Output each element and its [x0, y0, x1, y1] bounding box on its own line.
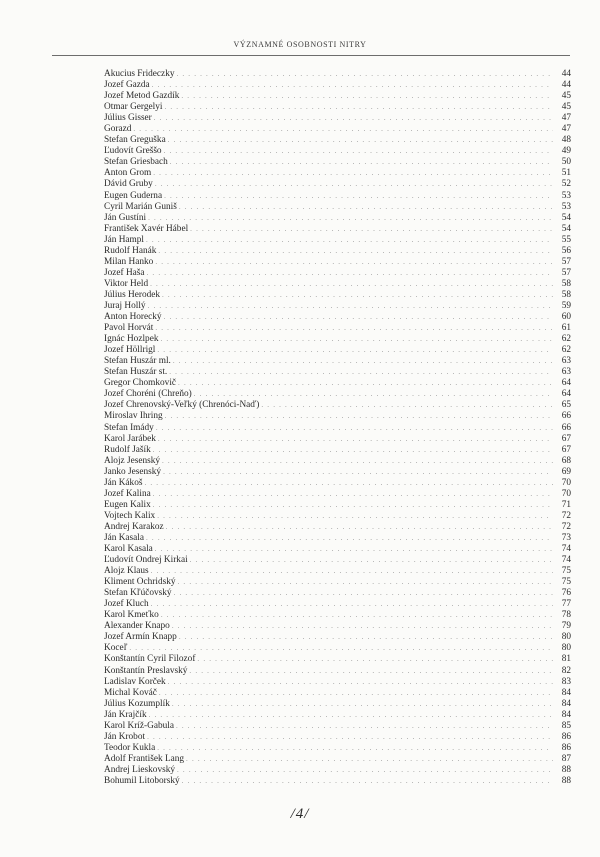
dot-leader [177, 69, 554, 80]
toc-entry-page: 56 [561, 245, 571, 256]
dot-leader [172, 699, 553, 710]
toc-entry-page: 80 [561, 632, 571, 643]
toc-entry-name: Štefan Huszár ml. [104, 356, 171, 367]
toc-entry-page: 62 [561, 334, 571, 345]
toc-entry-page: 59 [561, 300, 571, 311]
toc-entry-page: 63 [561, 367, 571, 378]
toc-entry [104, 290, 571, 301]
toc-entry-page: 61 [561, 323, 571, 334]
dot-leader [160, 334, 553, 345]
dot-leader [179, 202, 553, 213]
dot-leader [154, 113, 553, 124]
dot-leader [197, 654, 553, 665]
toc-entry-page: 75 [561, 566, 571, 577]
toc-entry-name: Ján Gustíni [104, 212, 147, 223]
toc-entry-name: Alojz Klaus [104, 566, 149, 577]
toc-entry [104, 776, 571, 787]
toc-entry [104, 566, 571, 577]
toc-entry [104, 345, 571, 356]
toc-entry-page: 67 [561, 433, 571, 444]
toc-entry [104, 754, 571, 765]
toc-entry [104, 400, 571, 411]
toc-entry-name: Karol Jarábek [104, 433, 156, 444]
dot-leader [161, 610, 553, 621]
toc-entry-page: 66 [561, 422, 571, 433]
toc-entry-name: Cyril Marián Guniš [104, 201, 177, 212]
toc-entry-page: 74 [561, 555, 571, 566]
toc-entry-name: Pavol Horvát [104, 323, 154, 334]
toc-entry-name: Štefan Imády [104, 422, 154, 433]
toc-entry-name: Teodor Kukla [104, 742, 156, 753]
toc-entry [104, 224, 571, 235]
toc-entry [104, 389, 571, 400]
toc-entry-name: Jozef Chrenovský-Veľký (Chrenóci-Naď) [104, 400, 260, 411]
toc-entry [104, 135, 571, 146]
toc-entry-page: 57 [561, 267, 571, 278]
toc-entry [104, 312, 571, 323]
toc-entry-name: Gregor Chomkovič [104, 378, 177, 389]
toc-entry-page: 70 [561, 477, 571, 488]
toc-entry-page: 70 [561, 488, 571, 499]
toc-entry-page: 67 [561, 444, 571, 455]
toc-entry-name: Koceľ [104, 643, 128, 654]
dot-leader [181, 91, 553, 102]
toc-entry-page: 88 [561, 764, 571, 775]
toc-entry [104, 411, 571, 422]
toc-entry-name: Viktor Held [104, 278, 149, 289]
page-number: /4/ [290, 806, 310, 822]
toc-entry [104, 102, 571, 113]
toc-entry [104, 423, 571, 434]
dot-leader [152, 80, 553, 91]
toc-entry-name: Július Kozumplík [104, 698, 170, 709]
dot-leader [151, 599, 553, 610]
toc-entry-name: Janko Jesenský [104, 466, 162, 477]
toc-entry [104, 157, 571, 168]
dot-leader [150, 279, 553, 290]
dot-leader [144, 478, 553, 489]
toc-entry-page: 47 [561, 113, 571, 124]
toc-entry [104, 467, 571, 478]
toc-entry-page: 74 [561, 544, 571, 555]
toc-entry [104, 621, 571, 632]
toc-entry-page: 53 [561, 201, 571, 212]
toc-entry [104, 445, 571, 456]
toc-entry-name: Konštantín Preslavský [104, 665, 188, 676]
toc-entry-page: 45 [561, 102, 571, 113]
toc-entry-name: Štefan Huszár st. [104, 367, 168, 378]
toc-entry-name: Bohumil Litoborský [104, 776, 180, 786]
toc-entry-page: 58 [561, 289, 571, 300]
toc-entry-name: Vojtech Kalix [104, 510, 156, 521]
dot-leader [178, 577, 553, 588]
toc-entry-page: 86 [561, 731, 571, 742]
dot-leader [157, 511, 553, 522]
toc-entry-name: Karol Kasala [104, 544, 153, 555]
toc-entry [104, 522, 571, 533]
dot-leader [164, 102, 553, 113]
toc-entry-page: 49 [561, 146, 571, 157]
toc-entry [104, 323, 571, 334]
toc-entry-name: Alojz Jesenský [104, 455, 161, 466]
toc-entry-page: 54 [561, 223, 571, 234]
toc-entry-page: 81 [561, 654, 571, 665]
toc-entry-page: 51 [561, 168, 571, 179]
dot-leader [261, 400, 553, 411]
table-of-contents [104, 69, 571, 787]
toc-entry-page: 84 [561, 687, 571, 698]
toc-entry-name: Eugen Kalix [104, 499, 151, 510]
toc-entry-page: 52 [561, 179, 571, 190]
toc-entry [104, 301, 571, 312]
toc-entry-page: 68 [561, 455, 571, 466]
toc-entry [104, 588, 571, 599]
toc-entry [104, 544, 571, 555]
dot-leader [159, 688, 553, 699]
toc-entry [104, 478, 571, 489]
dot-leader [168, 677, 553, 688]
toc-entry-name: Adolf František Lang [104, 753, 185, 764]
dot-leader [147, 268, 553, 279]
toc-entry-name: Jozef Haša [104, 267, 145, 278]
toc-entry-page: 44 [561, 80, 571, 91]
toc-entry [104, 257, 571, 268]
toc-entry-name: Ján Krobot [104, 731, 146, 742]
toc-entry-name: Otmar Gergelyi [104, 102, 163, 113]
toc-entry-page: 48 [561, 135, 571, 146]
dot-leader [156, 423, 553, 434]
toc-entry [104, 511, 571, 522]
toc-entry [104, 500, 571, 511]
toc-entry [104, 235, 571, 246]
dot-leader [153, 445, 553, 456]
dot-leader [176, 721, 553, 732]
toc-entry [104, 191, 571, 202]
toc-entry-name: Rudolf Hanák [104, 245, 157, 256]
toc-entry [104, 168, 571, 179]
toc-entry [104, 113, 571, 124]
toc-entry-page: 84 [561, 698, 571, 709]
dot-leader [179, 632, 553, 643]
toc-entry [104, 533, 571, 544]
dot-leader [158, 434, 553, 445]
dot-leader [146, 235, 553, 246]
dot-leader [148, 213, 553, 224]
dot-leader [168, 135, 553, 146]
dot-leader [189, 666, 553, 677]
dot-leader [153, 489, 553, 500]
running-header: VÝZNAMNÉ OSOBNOSTI NITRY [233, 40, 367, 49]
toc-entry [104, 367, 571, 378]
dot-leader [173, 356, 553, 367]
dot-leader [163, 467, 553, 478]
toc-entry [104, 456, 571, 467]
toc-entry-page: 71 [561, 499, 571, 510]
toc-entry [104, 213, 571, 224]
toc-entry [104, 334, 571, 345]
dot-leader [164, 146, 553, 157]
toc-entry-name: Ján Krajčík [104, 709, 147, 720]
dot-leader [157, 743, 553, 754]
dot-leader [186, 754, 553, 765]
toc-entry [104, 268, 571, 279]
toc-entry-name: Konštantín Cyril Filozof [104, 654, 196, 665]
dot-leader [164, 191, 553, 202]
toc-entry-name: Jozef Armín Knapp [104, 632, 177, 643]
toc-entry-name: Jozef Gazda [104, 80, 150, 91]
dot-leader [194, 389, 553, 400]
toc-entry-page: 58 [561, 278, 571, 289]
dot-leader [162, 456, 553, 467]
dot-leader [190, 555, 553, 566]
toc-entry-page: 55 [561, 234, 571, 245]
toc-entry-page: 69 [561, 466, 571, 477]
dot-leader [153, 168, 553, 179]
toc-entry [104, 279, 571, 290]
toc-entry [104, 146, 571, 157]
toc-entry-page: 44 [561, 69, 571, 79]
toc-entry-page: 85 [561, 720, 571, 731]
toc-entry-name: Jozef Metod Gazdík [104, 91, 180, 102]
toc-entry-name: Štefan Greguška [104, 135, 166, 146]
toc-entry-name: Anton Horecký [104, 312, 162, 323]
toc-entry-name: Július Herodek [104, 289, 161, 300]
toc-entry-name: Ignác Hozlpek [104, 334, 159, 345]
toc-entry-page: 86 [561, 742, 571, 753]
toc-entry-name: Gorazd [104, 124, 132, 135]
toc-entry-page: 87 [561, 753, 571, 764]
dot-leader [172, 621, 553, 632]
dot-leader [129, 643, 553, 654]
toc-entry-name: Jozef Kalina [104, 488, 151, 499]
toc-entry-page: 75 [561, 577, 571, 588]
dot-leader [157, 345, 553, 356]
toc-entry-page: 64 [561, 378, 571, 389]
toc-entry [104, 743, 571, 754]
toc-entry-page: 88 [561, 776, 571, 786]
toc-entry-page: 66 [561, 411, 571, 422]
toc-entry-name: Štefan Kľúčovský [104, 588, 172, 599]
toc-entry-page: 79 [561, 621, 571, 632]
toc-entry-page: 60 [561, 312, 571, 323]
toc-entry [104, 577, 571, 588]
toc-entry [104, 654, 571, 665]
toc-entry-page: 77 [561, 599, 571, 610]
toc-entry-name: František Xavér Hábel [104, 223, 189, 234]
toc-entry-page: 72 [561, 521, 571, 532]
toc-entry-page: 84 [561, 709, 571, 720]
toc-entry-name: Ladislav Korček [104, 676, 166, 687]
toc-entry [104, 378, 571, 389]
toc-entry [104, 434, 571, 445]
toc-entry-page: 83 [561, 676, 571, 687]
toc-entry-name: Alexander Knapo [104, 621, 170, 632]
dot-leader [174, 588, 553, 599]
toc-entry-name: Michal Kováč [104, 687, 157, 698]
toc-entry-page: 76 [561, 588, 571, 599]
toc-entry-page: 45 [561, 91, 571, 102]
toc-entry [104, 489, 571, 500]
toc-entry [104, 179, 571, 190]
toc-entry [104, 356, 571, 367]
toc-entry-page: 50 [561, 157, 571, 168]
dot-leader [155, 323, 553, 334]
dot-leader [155, 544, 553, 555]
dot-leader [151, 566, 553, 577]
toc-entry-name: Andrej Karakoz [104, 521, 164, 532]
toc-entry-page: 65 [561, 400, 571, 411]
toc-entry [104, 710, 571, 721]
toc-entry-page: 47 [561, 124, 571, 135]
toc-entry [104, 91, 571, 102]
toc-entry-name: Štefan Griesbach [104, 157, 168, 168]
toc-entry [104, 555, 571, 566]
toc-entry-page: 72 [561, 510, 571, 521]
toc-entry-name: Ján Kasala [104, 532, 145, 543]
header-rule [52, 55, 570, 56]
toc-entry-page: 63 [561, 356, 571, 367]
toc-entry-name: Ľudovít Greššo [104, 146, 162, 157]
toc-entry-name: Rudolf Jašík [104, 444, 151, 455]
toc-entry-name: Ľudovít Ondrej Kirkai [104, 555, 188, 566]
toc-entry [104, 765, 571, 776]
toc-entry [104, 677, 571, 688]
dot-leader [164, 312, 553, 323]
toc-entry [104, 246, 571, 257]
dot-leader [133, 124, 553, 135]
toc-entry-name: Ján Kákoš [104, 477, 143, 488]
toc-entry [104, 80, 571, 91]
toc-entry [104, 632, 571, 643]
dot-leader [158, 246, 553, 257]
toc-entry-page: 73 [561, 532, 571, 543]
toc-entry-name: Ján Hampl [104, 234, 145, 245]
toc-entry [104, 69, 571, 80]
toc-entry-name: Július Gisser [104, 113, 152, 124]
toc-entry-name: Akucius Frideczky [104, 69, 175, 79]
toc-entry [104, 699, 571, 710]
toc-entry [104, 732, 571, 743]
toc-entry-page: 62 [561, 345, 571, 356]
toc-entry-name: Juraj Hollý [104, 300, 146, 311]
toc-entry [104, 688, 571, 699]
toc-entry-name: Kliment Ochridský [104, 577, 176, 588]
toc-entry-name: Karol Kríž-Gabula [104, 720, 174, 731]
toc-entry [104, 666, 571, 677]
dot-leader [146, 533, 553, 544]
toc-entry-page: 64 [561, 389, 571, 400]
toc-entry-name: Dávid Gruby [104, 179, 153, 190]
toc-entry-page: 53 [561, 190, 571, 201]
toc-entry [104, 610, 571, 621]
dot-leader [147, 732, 553, 743]
toc-entry [104, 124, 571, 135]
dot-leader [190, 224, 553, 235]
toc-entry-page: 57 [561, 256, 571, 267]
toc-entry-name: Miroslav Ihring [104, 411, 163, 422]
dot-leader [177, 765, 553, 776]
toc-entry-name: Anton Grom [104, 168, 152, 179]
dot-leader [182, 776, 553, 787]
toc-entry-name: Karol Kmeťko [104, 610, 159, 621]
toc-entry-name: Andrej Lieskovský [104, 764, 176, 775]
toc-entry-name: Jozef Höllrigl [104, 345, 156, 356]
toc-entry [104, 599, 571, 610]
toc-entry-name: Jozef Kluch [104, 599, 149, 610]
toc-entry-page: 82 [561, 665, 571, 676]
toc-entry-name: Eugen Guderna [104, 190, 163, 201]
toc-entry-page: 78 [561, 610, 571, 621]
dot-leader [155, 179, 553, 190]
dot-leader [153, 500, 553, 511]
dot-leader [170, 157, 553, 168]
dot-leader [155, 257, 553, 268]
toc-entry [104, 202, 571, 213]
dot-leader [149, 710, 553, 721]
toc-entry [104, 643, 571, 654]
toc-entry-page: 80 [561, 643, 571, 654]
dot-leader [178, 378, 553, 389]
dot-leader [162, 290, 553, 301]
toc-entry-name: Jozef Choréni (Chreňo) [104, 389, 192, 400]
toc-entry-name: Milan Hanko [104, 256, 154, 267]
dot-leader [166, 522, 553, 533]
dot-leader [148, 301, 553, 312]
dot-leader [165, 411, 553, 422]
dot-leader [169, 367, 553, 378]
toc-entry [104, 721, 571, 732]
toc-entry-page: 54 [561, 212, 571, 223]
